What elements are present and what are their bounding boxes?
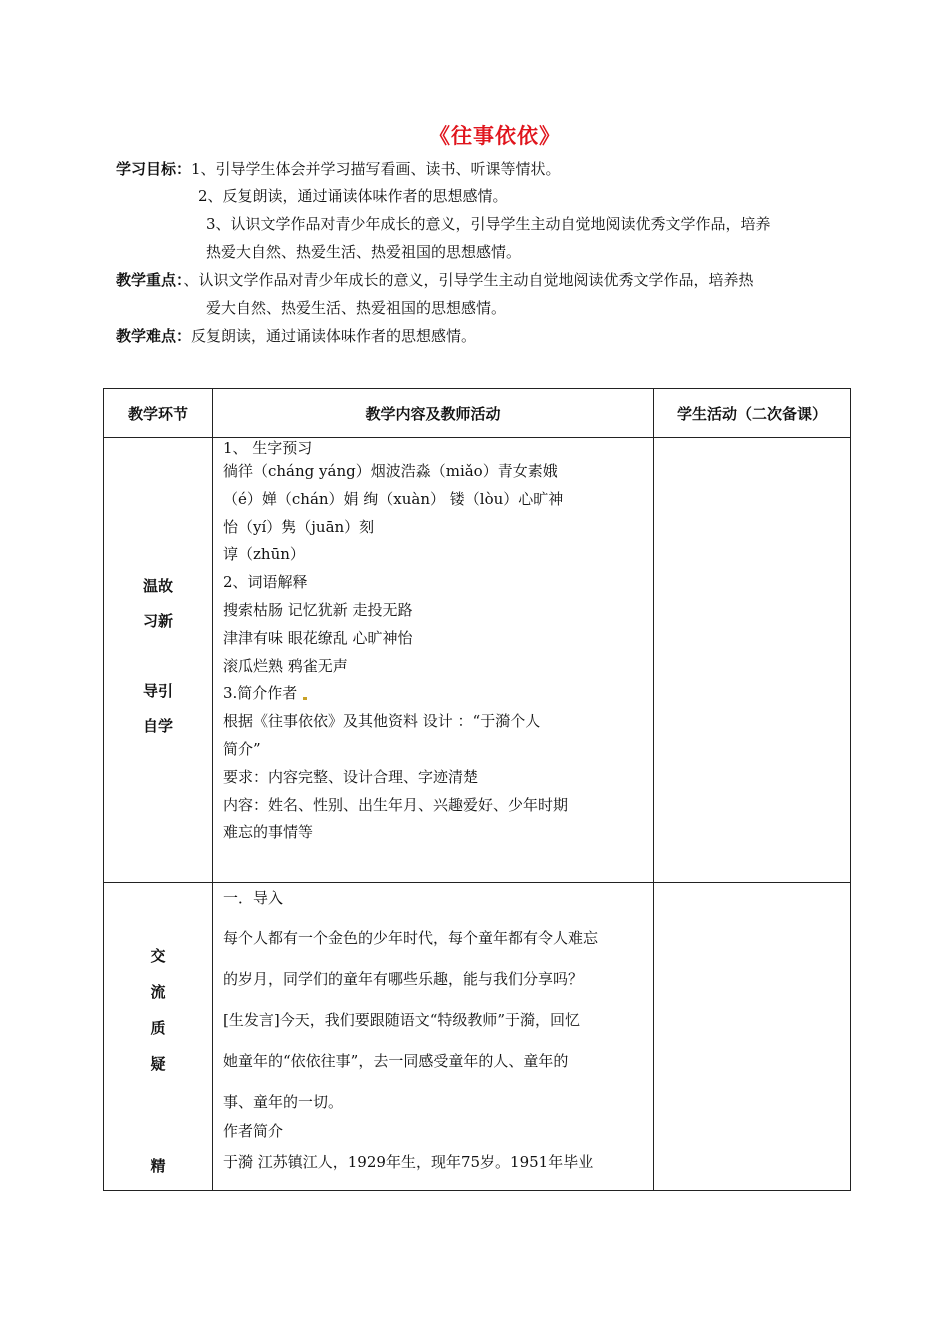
goals-text-1: 1、引导学生体会并学习描写看画、读书、听课等情状。 [191,160,561,178]
content-line: 要求：内容完整、设计合理、字迹清楚 [223,767,479,786]
stage-label: 习新 [142,612,173,630]
content-cell [213,438,654,883]
stage-cell [104,438,213,883]
goals-line-2: 2、反复朗读，通过诵读体味作者的思想感情。 [198,187,508,205]
key-points-text-1: 、认识文学作品对青少年成长的意义，引导学生主动自觉地阅读优秀文学作品，培养热 [183,271,754,289]
content-line: 怡（yí）隽（juān）刻 [223,517,375,536]
student-activity-cell [654,438,851,883]
table-header-row [104,389,851,438]
content-line: 难忘的事情等 [223,823,314,842]
difficulty-label: 教学难点： [116,327,192,345]
student-activity-cell [654,883,851,1191]
stage-label: 疑 [150,1055,166,1073]
header-student-activity: 学生活动（二次备课） [654,389,851,438]
content-line: 每个人都有一个金色的少年时代，每个童年都有令人难忘 [223,929,599,947]
content-line: 津津有味 眼花缭乱 心旷神怡 [223,628,413,647]
stage-label: 导引 [142,682,173,700]
content-line: （é）婵（chán）娟 绚（xuàn） 镂（lòu）心旷神 [223,489,564,508]
stage-label: 精 [150,1157,166,1175]
content-line: 1、 生字预习 [223,439,313,457]
goals-line-1 [116,159,561,179]
content-line: 搜索枯肠 记忆犹新 走投无路 [223,600,413,619]
content-line: 内容：姓名、性别、出生年月、兴趣爱好、少年时期 [223,795,569,814]
content-line: 2、词语解释 [223,573,308,592]
content-line: 事、童年的一切。 [223,1093,344,1111]
table-row [104,883,851,1191]
content-line: 滚瓜烂熟 鸦雀无声 [223,656,348,675]
content-line-with-mark [223,680,653,708]
header-stage: 教学环节 [104,389,213,438]
page-title: 《往事依依》 [429,123,561,148]
lesson-table [103,388,851,1191]
content-cell [213,883,654,1191]
difficulty-text: 反复朗读，通过诵读体味作者的思想感情。 [191,327,477,345]
goals-line-4: 热爱大自然、热爱生活、热爱祖国的思想感情。 [206,243,522,261]
goals-line-3: 3、认识文学作品对青少年成长的意义，引导学生主动自觉地阅读优秀文学作品，培养 [206,215,771,233]
header-content: 教学内容及教师活动 [213,389,654,438]
stage-cell [104,883,213,1191]
content-line: 根据《往事依依》及其他资料 设计 ：“于漪个人 [223,712,541,731]
content-line: 3.简介作者 [223,684,298,703]
content-line: 简介” [223,739,261,758]
edit-mark-icon [303,697,307,700]
key-points-label: 教学重点： [116,271,184,289]
stage-label: 流 [150,983,166,1001]
table-row [104,438,851,883]
stage-label: 质 [150,1019,166,1037]
content-line: 的岁月，同学们的童年有哪些乐趣，能与我们分享吗？ [223,970,584,988]
key-points-line-1 [116,270,754,290]
content-line: 谆（zhūn） [223,545,305,564]
stage-label: 交 [150,947,166,965]
content-line: 于漪 江苏镇江人，1929年生，现年75岁。1951年毕业 [223,1153,594,1171]
content-line: 她童年的“依依往事”，去一同感受童年的人、童年的 [223,1052,569,1070]
content-line: 作者简介 [223,1122,284,1140]
content-line: 一．导入 [223,889,284,907]
goals-label: 学习目标： [116,160,192,178]
content-line: [生发言]今天，我们要跟随语文“特级教师”于漪，回忆 [223,1011,581,1029]
stage-label: 自学 [142,717,173,735]
key-points-line-2: 爱大自然、热爱生活、热爱祖国的思想感情。 [206,299,507,317]
difficulty-line [116,326,476,346]
content-line: 徜徉（cháng yáng）烟波浩淼（miǎo）青女素娥 [223,462,558,480]
stage-label: 温故 [142,577,173,595]
